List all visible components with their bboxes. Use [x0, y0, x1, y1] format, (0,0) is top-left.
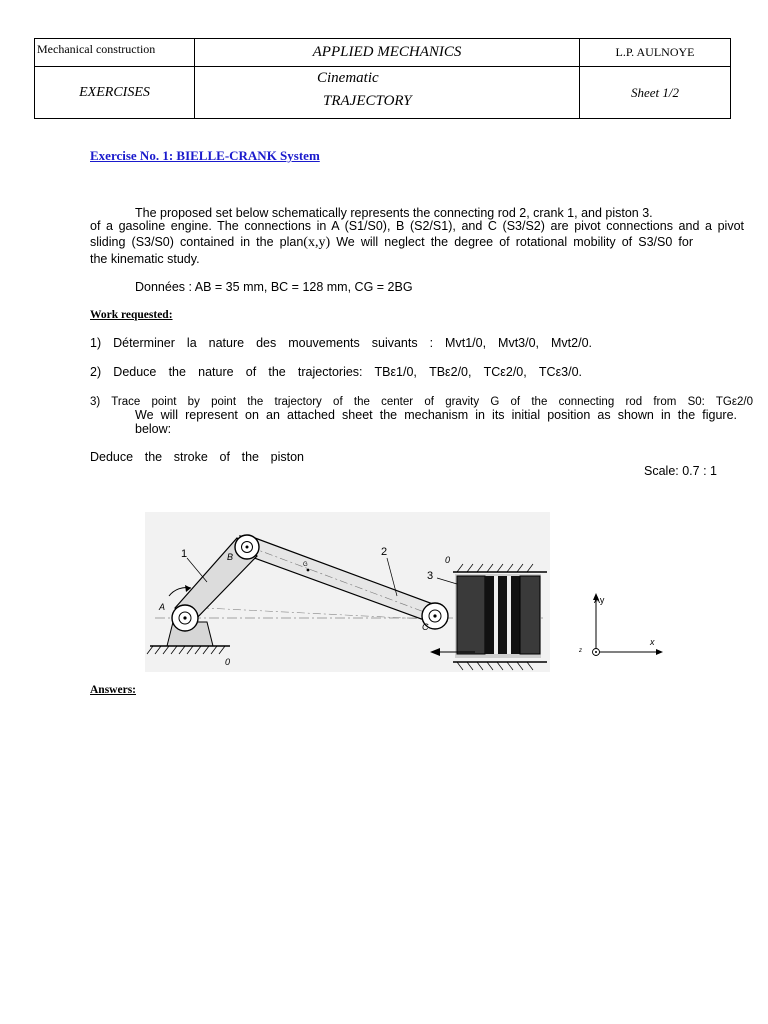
- sheet-cell: [580, 67, 731, 119]
- intro-line-3c: We will neglect the degree of rotational mobility of S3/S0 for: [336, 235, 693, 249]
- scale-label: Scale: 0.7 : 1: [644, 464, 717, 478]
- label-g: G: [303, 562, 308, 568]
- question-3-line-b: We will represent on an attached sheet the mechanism in its initial position as shown in the figure.: [135, 408, 737, 422]
- pivot-b: [235, 535, 259, 559]
- course-cell: [35, 39, 195, 67]
- intro-line-2: of a gasoline engine. The connections in A (S1/S0), B (S2/S1), and C (S3/S2) are pivot connections and a pivot: [90, 219, 744, 233]
- sheet-label: Sheet 1/2: [630, 84, 679, 100]
- axis-z-label: z: [579, 648, 582, 654]
- topic-line1: Cinematic: [317, 70, 379, 86]
- question-2: 2) Deduce the nature of the trajectories: TBε1/0, TBε2/0, TCε2/0, TCε3/0.: [90, 365, 582, 379]
- header-table: [34, 38, 731, 119]
- topic-line2: TRAJECTORY: [323, 93, 412, 109]
- question-3-line-a: 3) Trace point by point the trajectory of the center of gravity G of the connecting rod from S0: TGε2/0: [90, 396, 753, 408]
- pivot-a: [172, 605, 198, 631]
- subject-label: APPLIED MECHANICS: [312, 44, 462, 60]
- intro-line-4: the kinematic study.: [90, 252, 200, 266]
- deduce-line: Deduce the stroke of the piston: [90, 450, 304, 464]
- piston: [455, 574, 541, 658]
- label-2: 2: [381, 546, 388, 558]
- label-b: B: [227, 552, 234, 562]
- type-label: EXERCISES: [79, 84, 150, 100]
- work-title: Work requested:: [90, 309, 173, 321]
- label-c: C: [422, 622, 429, 632]
- coordinate-axes: [570, 590, 665, 665]
- exercise-title: Exercise No. 1: BIELLE-CRANK System: [90, 148, 320, 163]
- label-a: A: [159, 602, 166, 612]
- intro-line-3a: sliding (S3/S0) contained in the plan: [90, 235, 304, 249]
- intro-line-3: [90, 234, 693, 251]
- intro-line-1: The proposed set below schematically represents the connecting rod 2, crank 1, and piston 3.: [135, 206, 653, 220]
- type-cell: [35, 67, 195, 119]
- label-1: 1: [181, 548, 188, 560]
- label-3: 3: [427, 570, 434, 582]
- answers-title: Answers:: [90, 684, 136, 696]
- label-0-ground: 0: [225, 657, 231, 667]
- topic-cell: [195, 67, 580, 119]
- mechanism-figure: [145, 512, 550, 672]
- question-1: 1) Déterminer la nature des mouvements suivants : Mvt1/0, Mvt3/0, Mvt2/0.: [90, 336, 592, 350]
- school-label: L.P. AULNOYE: [615, 45, 695, 59]
- donnees-line: Données : AB = 35 mm, BC = 128 mm, CG = 2BG: [135, 280, 413, 294]
- label-0-cylinder: 0: [445, 555, 451, 565]
- axis-x-label: x: [650, 637, 655, 647]
- center-of-gravity-dot: [307, 569, 310, 572]
- axis-y-label: Ay: [594, 595, 605, 605]
- subject-cell: [195, 39, 580, 67]
- question-3-line-c: below:: [135, 422, 172, 436]
- course-label: Mechanical construction: [37, 42, 156, 56]
- school-cell: [580, 39, 731, 67]
- plane-xy: (x,y): [303, 235, 331, 250]
